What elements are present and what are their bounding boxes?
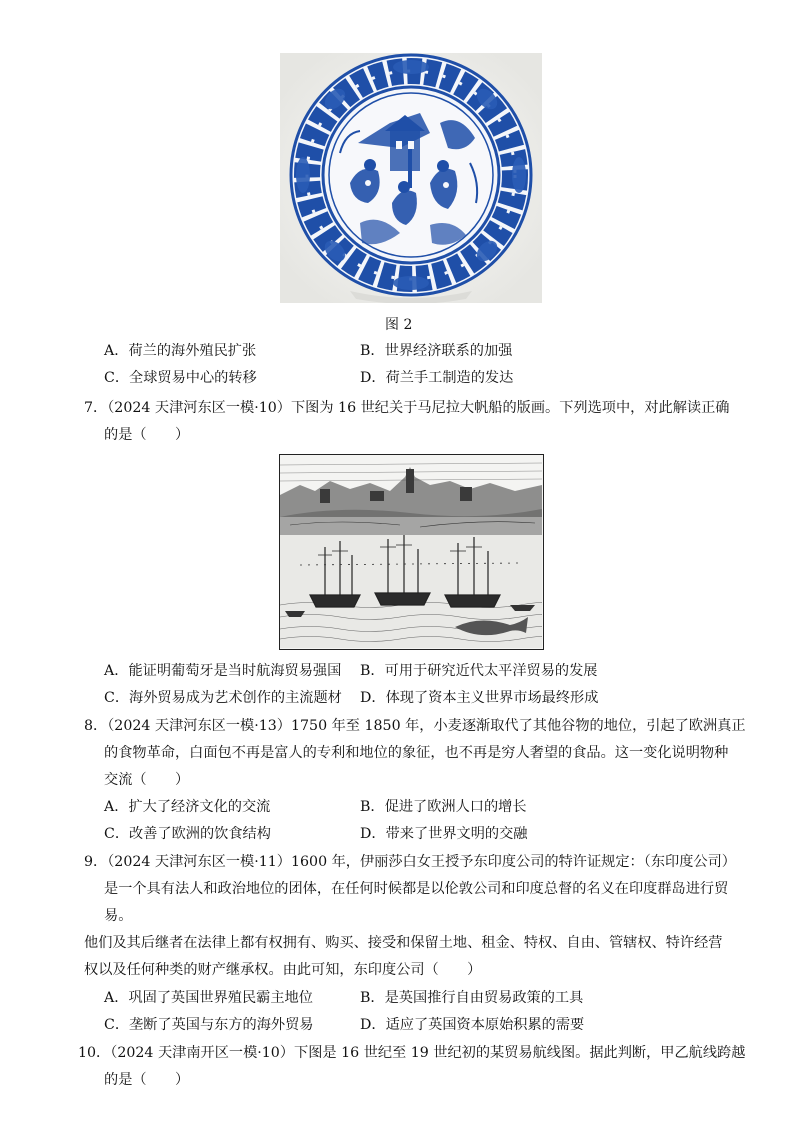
option-text: 改善了欧洲的饮食结构 — [129, 826, 271, 842]
question-number: 10． — [78, 1045, 111, 1061]
q6-option-b[interactable] — [360, 341, 512, 361]
q9-option-a[interactable] — [104, 988, 313, 1008]
option-text: 促进了欧洲人口的增长 — [384, 799, 527, 815]
option-text: 带来了世界文明的交融 — [385, 826, 528, 842]
option-text: 可用于研究近代太平洋贸易的发展 — [384, 663, 598, 679]
q9-option-d[interactable] — [360, 1015, 584, 1035]
q7-stem-line-1 — [84, 398, 730, 418]
option-letter: C． — [104, 826, 130, 842]
option-letter: B． — [360, 663, 385, 679]
q8-stem-line-2: 的食物革命，白面包不再是富人的专利和地位的象征，也不再是穷人奢望的食品。这一变化说明物种 — [104, 745, 729, 761]
option-text: 扩大了经济文化的交流 — [128, 799, 271, 815]
option-letter: C． — [104, 1017, 130, 1033]
option-letter: B． — [360, 343, 385, 359]
figure-2-caption: 图 2 — [385, 317, 413, 333]
option-text: 适应了英国资本原始积累的需要 — [385, 1017, 585, 1033]
plate-image — [280, 53, 542, 303]
option-letter: B． — [360, 990, 385, 1006]
option-letter: C． — [104, 690, 130, 706]
q7-option-b[interactable] — [360, 661, 597, 681]
option-text: 全球贸易中心的转移 — [129, 370, 257, 386]
question-number: 7． — [84, 400, 108, 416]
option-text: 能证明葡萄牙是当时航海贸易强国 — [128, 663, 342, 679]
option-text: 巩固了英国世界殖民霸主地位 — [128, 990, 313, 1006]
porcelain-plate-illustration — [280, 53, 542, 303]
q9-stem-text: （2024 天津河东区一模·11）1600 年，伊丽莎白女王授予东印度公司的特许证规定：（东印度公司） — [107, 854, 736, 870]
q9-stem-line-3: 易。 — [104, 908, 133, 924]
q9-stem-line-4: 他们及其后继者在法律上都有权拥有、购买、接受和保留土地、租金、特权、自由、管辖权、特许经营 — [84, 935, 723, 951]
option-letter: D． — [360, 826, 386, 842]
q10-stem-line-2: 的是（ ） — [104, 1072, 190, 1088]
q7-option-c[interactable] — [104, 688, 342, 708]
q7-stem-text: （2024 天津河东区一模·10）下图为 16 世纪关于马尼拉大帆船的版画。下列选项中，对此解读正确 — [107, 400, 730, 416]
q10-stem-line-1 — [78, 1043, 745, 1063]
option-letter: D． — [360, 1017, 386, 1033]
question-number: 9． — [84, 854, 108, 870]
q9-stem-line-5: 权以及任何种类的财产继承权。由此可知，东印度公司（ ） — [84, 962, 482, 978]
q8-stem-text: （2024 天津河东区一模·13）1750 年至 1850 年，小麦逐渐取代了其他谷物的地位，引起了欧洲真正 — [107, 718, 746, 734]
q8-option-c[interactable] — [104, 824, 271, 844]
option-letter: D． — [360, 370, 386, 386]
q9-option-b[interactable] — [360, 988, 583, 1008]
option-letter: A． — [104, 799, 129, 815]
q8-stem-line-1 — [84, 716, 746, 736]
option-letter: D． — [360, 690, 386, 706]
option-text: 垄断了英国与东方的海外贸易 — [129, 1017, 314, 1033]
option-text: 荷兰的海外殖民扩张 — [128, 343, 257, 359]
option-text: 世界经济联系的加强 — [384, 343, 513, 359]
q9-stem-line-1 — [84, 852, 736, 872]
q6-option-a[interactable] — [104, 341, 256, 361]
option-letter: A． — [104, 663, 129, 679]
option-text: 体现了资本主义世界市场最终形成 — [385, 690, 599, 706]
q7-option-d[interactable] — [360, 688, 598, 708]
q6-option-d[interactable] — [360, 368, 513, 388]
option-text: 是英国推行自由贸易政策的工具 — [384, 990, 584, 1006]
option-text: 荷兰手工制造的发达 — [385, 370, 514, 386]
option-letter: B． — [360, 799, 385, 815]
q6-option-c[interactable] — [104, 368, 257, 388]
q10-stem-text: （2024 天津南开区一模·10）下图是 16 世纪至 19 世纪初的某贸易航线图。据此判断，甲乙航线跨越 — [110, 1045, 746, 1061]
q8-stem-line-3: 交流（ ） — [104, 772, 190, 788]
q9-option-c[interactable] — [104, 1015, 314, 1035]
question-number: 8． — [84, 718, 108, 734]
option-letter: C． — [104, 370, 130, 386]
option-text: 海外贸易成为艺术创作的主流题材 — [129, 690, 342, 706]
q7-stem-line-2: 的是（ ） — [104, 427, 190, 443]
manila-galleon-engraving-illustration — [280, 455, 542, 648]
q9-stem-line-2: 是一个具有法人和政治地位的团体，在任何时候都是以伦敦公司和印度总督的名义在印度群岛进行贸 — [104, 881, 729, 897]
q8-option-d[interactable] — [360, 824, 527, 844]
engraving-image — [279, 454, 544, 650]
q7-option-a[interactable] — [104, 661, 341, 681]
q8-option-a[interactable] — [104, 797, 270, 817]
q8-option-b[interactable] — [360, 797, 527, 817]
option-letter: A． — [104, 343, 129, 359]
option-letter: A． — [104, 990, 129, 1006]
